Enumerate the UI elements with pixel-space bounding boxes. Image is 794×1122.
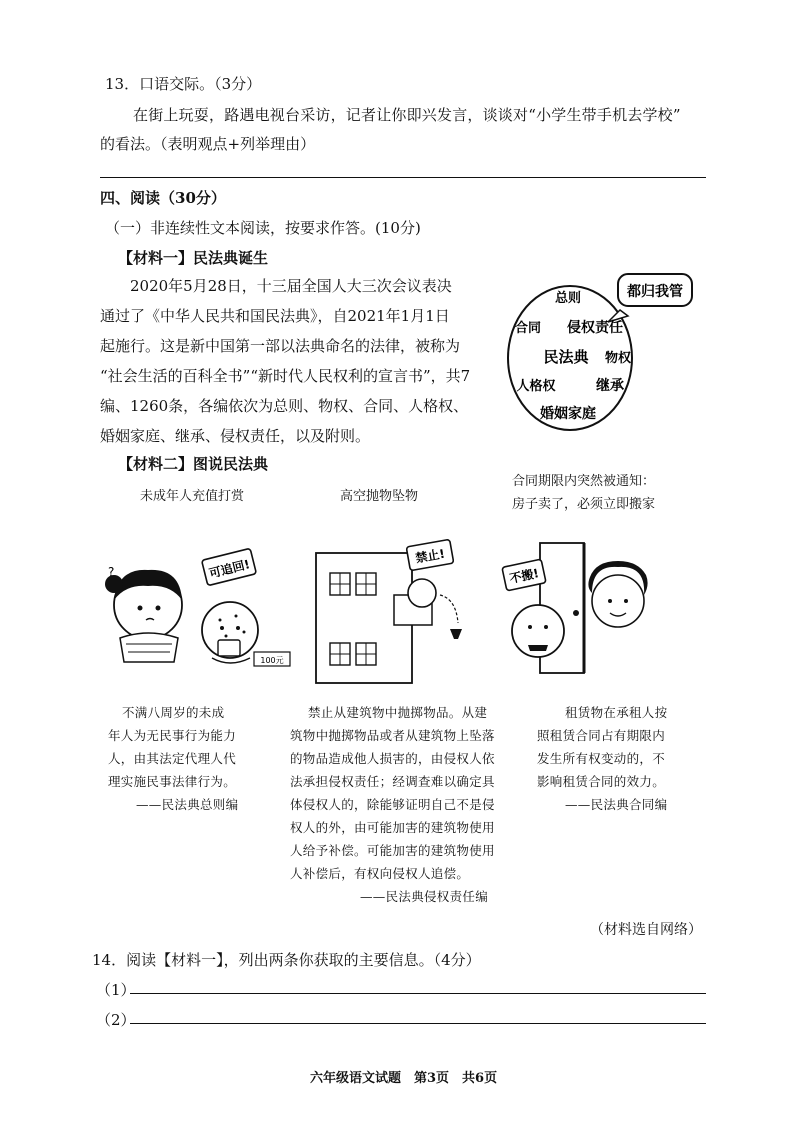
panel1-cartoon bbox=[100, 540, 300, 680]
panel3-cartoon bbox=[500, 535, 700, 685]
panel2-caption: 高空抛物坠物 bbox=[340, 489, 419, 504]
panel2-text-line: 体侵权人的，除能够证明自己不是侵 bbox=[290, 797, 495, 812]
q13-title: 13．口语交际。（3分） bbox=[105, 75, 262, 93]
panel1-text-line: 理实施民事法律行为。 bbox=[108, 774, 237, 789]
q14-title: 14．阅读【材料一】，列出两条你获取的主要信息。（4分） bbox=[92, 951, 481, 969]
bubble-word: 继承 bbox=[596, 378, 624, 394]
bubble-word: 侵权责任 bbox=[567, 320, 623, 336]
bubble-word: 总则 bbox=[554, 291, 582, 306]
material1-heading: 【材料一】民法典诞生 bbox=[118, 249, 269, 267]
material1-line: 婚姻家庭、继承、侵权责任，以及附则。 bbox=[100, 427, 371, 445]
civil-code-bubble-illustration bbox=[500, 270, 700, 440]
panel1-text-line: 年人为无民事行为能力 bbox=[108, 728, 237, 743]
material-source-note: （材料选自网络） bbox=[590, 922, 702, 938]
bubble-word: 民法典 bbox=[543, 348, 589, 366]
section4-subtitle: （一）非连续性文本阅读，按要求作答。(10分) bbox=[105, 219, 421, 237]
panel3-text-line: 照租赁合同占有期限内 bbox=[537, 728, 666, 743]
panel2-text-line: 人给予补偿。可能加害的建筑物使用 bbox=[290, 843, 495, 858]
panel2-text-line: 人补偿后，有权向侵权人追偿。 bbox=[290, 866, 470, 881]
material1-line: 2020年5月28日，十三届全国人大三次会议表决 bbox=[130, 277, 452, 295]
panel3-text-line: 影响租赁合同的效力。 bbox=[537, 774, 666, 789]
material1-line: “社会生活的百科全书”“新时代人民权利的宣言书”，共7 bbox=[100, 367, 471, 385]
q14-answer-line-2[interactable] bbox=[130, 1023, 706, 1024]
panel1-sign: 可追回! bbox=[207, 557, 252, 581]
panel2-text-line: 筑物中抛掷物品或者从建筑物上坠落 bbox=[290, 728, 495, 743]
panel2-source: ——民法典侵权责任编 bbox=[360, 889, 489, 904]
q13-answer-line[interactable] bbox=[100, 177, 706, 178]
panel2-text-line: 禁止从建筑物中抛掷物品。从建 bbox=[308, 705, 488, 720]
panel3-caption-line1: 合同期限内突然被通知： bbox=[512, 474, 656, 489]
panel3-source: ——民法典合同编 bbox=[565, 797, 668, 812]
callout-text: 都归我管 bbox=[627, 284, 683, 300]
panel1-text-line: 不满八周岁的未成 bbox=[122, 705, 225, 720]
panel3-text-line: 租赁物在承租人按 bbox=[565, 705, 668, 720]
material1-line: 编、1260条，各编依次为总则、物权、合同、人格权、 bbox=[100, 397, 469, 415]
panel1-source: ——民法典总则编 bbox=[136, 797, 239, 812]
q14-item2-label: （2） bbox=[96, 1011, 136, 1029]
panel1-phone-label: 100元 bbox=[260, 656, 284, 665]
material1-line: 通过了《中华人民共和国民法典》，自2021年1月1日 bbox=[100, 307, 450, 325]
bubble-word: 合同 bbox=[514, 321, 542, 336]
q13-prompt-line2: 的看法。（表明观点+列举理由） bbox=[100, 135, 316, 153]
section4-title: 四、阅读（30分） bbox=[100, 189, 226, 207]
bubble-word: 物权 bbox=[604, 351, 632, 366]
panel1-text-line: 人，由其法定代理人代 bbox=[108, 751, 237, 766]
panel2-text-line: 的物品造成他人损害的，由侵权人依 bbox=[290, 751, 495, 766]
q14-answer-line-1[interactable] bbox=[130, 993, 706, 994]
page-footer: 六年级语文试题 第3页 共6页 bbox=[310, 1071, 498, 1086]
panel2-text-line: 法承担侵权责任；经调查难以确定具 bbox=[290, 774, 495, 789]
q13-prompt-line1: 在街上玩耍，路遇电视台采访，记者让你即兴发言，谈谈对“小学生带手机去学校” bbox=[133, 106, 681, 124]
panel2-sign: 禁止! bbox=[414, 546, 446, 566]
panel3-caption-line2: 房子卖了，必须立即搬家 bbox=[512, 497, 656, 512]
bubble-word: 婚姻家庭 bbox=[540, 406, 596, 422]
panel2-text-line: 权人的外，由可能加害的建筑物使用 bbox=[290, 820, 495, 835]
panel1-caption: 未成年人充值打赏 bbox=[140, 489, 245, 504]
panel2-cartoon bbox=[300, 535, 500, 685]
panel3-sign: 不搬! bbox=[508, 566, 541, 586]
q14-item1-label: （1） bbox=[96, 981, 136, 999]
material1-line: 起施行。这是新中国第一部以法典命名的法律，被称为 bbox=[100, 337, 461, 355]
svg-text:?: ? bbox=[108, 565, 115, 579]
material2-heading: 【材料二】图说民法典 bbox=[118, 455, 269, 473]
bubble-word: 人格权 bbox=[516, 379, 556, 394]
panel3-text-line: 发生所有权变动的，不 bbox=[537, 751, 666, 766]
